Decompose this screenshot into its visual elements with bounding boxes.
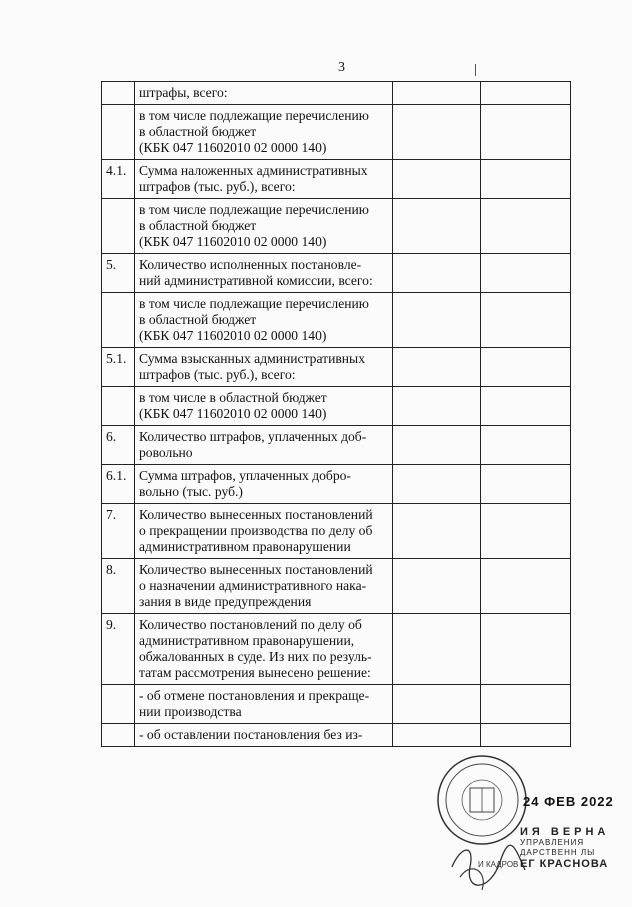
value-cell-2 [481, 160, 571, 199]
value-cell-1 [393, 614, 481, 685]
page-number: 3 [338, 60, 345, 75]
report-table [101, 81, 571, 747]
table-row [102, 254, 571, 293]
row-number [102, 82, 135, 105]
row-description: штрафы, всего: [135, 82, 393, 105]
row-description: Сумма наложенных административных штрафов (тыс. руб.), всего: [135, 160, 393, 199]
table-row [102, 293, 571, 348]
row-description: в том числе подлежащие перечислению в областной бюджет (КБК 047 11602010 02 0000 140) [135, 199, 393, 254]
row-number: 7. [102, 504, 135, 559]
table-row [102, 348, 571, 387]
row-description: Сумма взысканных административных штрафов (тыс. руб.), всего: [135, 348, 393, 387]
value-cell-1 [393, 426, 481, 465]
value-cell-1 [393, 559, 481, 614]
row-number: 9. [102, 614, 135, 685]
table-row [102, 160, 571, 199]
value-cell-2 [481, 293, 571, 348]
row-number: 6. [102, 426, 135, 465]
value-cell-1 [393, 82, 481, 105]
table-row [102, 559, 571, 614]
row-number: 6.1. [102, 465, 135, 504]
value-cell-2 [481, 254, 571, 293]
row-number [102, 293, 135, 348]
table-row [102, 685, 571, 724]
row-description: в том числе подлежащие перечислению в областной бюджет (КБК 047 11602010 02 0000 140) [135, 105, 393, 160]
value-cell-1 [393, 199, 481, 254]
value-cell-2 [481, 724, 571, 747]
row-description: Количество вынесенных постановлений о назначении административного нака- зания в виде предупреждения [135, 559, 393, 614]
table-row [102, 387, 571, 426]
cert-line-1: ИЯ ВЕРНА [520, 826, 610, 838]
row-number: 5.1. [102, 348, 135, 387]
value-cell-2 [481, 504, 571, 559]
cert-line-3: ДАРСТВЕНН ЛЫ [520, 848, 596, 857]
cert-prefix: И КАДРОВ [478, 860, 519, 869]
value-cell-1 [393, 160, 481, 199]
value-cell-2 [481, 387, 571, 426]
row-number: 4.1. [102, 160, 135, 199]
row-number: 5. [102, 254, 135, 293]
table-row [102, 426, 571, 465]
stamp-date: 24 ФЕВ 2022 [523, 794, 614, 809]
row-description: - об оставлении постановления без из- [135, 724, 393, 747]
row-description: Количество постановлений по делу об административном правонарушении, обжалованных в суде. Из них по резуль- татам рассмотрения вынесено решение: [135, 614, 393, 685]
cert-line-2: УПРАВЛЕНИЯ [520, 838, 585, 847]
row-number [102, 685, 135, 724]
row-description: в том числе в областной бюджет (КБК 047 11602010 02 0000 140) [135, 387, 393, 426]
value-cell-2 [481, 614, 571, 685]
value-cell-2 [481, 426, 571, 465]
row-number [102, 199, 135, 254]
value-cell-1 [393, 504, 481, 559]
value-cell-2 [481, 348, 571, 387]
value-cell-2 [481, 559, 571, 614]
row-number [102, 724, 135, 747]
value-cell-1 [393, 465, 481, 504]
edge-mark [475, 64, 476, 76]
value-cell-2 [481, 82, 571, 105]
value-cell-1 [393, 387, 481, 426]
row-number [102, 387, 135, 426]
row-description: Сумма штрафов, уплаченных добро- вольно (тыс. руб.) [135, 465, 393, 504]
row-description: - об отмене постановления и прекраще- нии производства [135, 685, 393, 724]
table-row [102, 724, 571, 747]
row-number: 8. [102, 559, 135, 614]
value-cell-2 [481, 465, 571, 504]
value-cell-1 [393, 724, 481, 747]
table-row [102, 82, 571, 105]
value-cell-1 [393, 293, 481, 348]
row-description: Количество штрафов, уплаченных доб- ровольно [135, 426, 393, 465]
cert-line-4: ЕГ КРАСНОВА [520, 858, 609, 870]
value-cell-1 [393, 105, 481, 160]
table-row [102, 105, 571, 160]
value-cell-2 [481, 685, 571, 724]
value-cell-2 [481, 199, 571, 254]
table-row [102, 199, 571, 254]
table-row [102, 465, 571, 504]
table-row [102, 614, 571, 685]
value-cell-1 [393, 685, 481, 724]
row-number [102, 105, 135, 160]
value-cell-1 [393, 348, 481, 387]
value-cell-1 [393, 254, 481, 293]
table-row [102, 504, 571, 559]
row-description: Количество исполненных постановле- ний административной комиссии, всего: [135, 254, 393, 293]
certification-stamp [520, 826, 632, 870]
row-description: Количество вынесенных постановлений о прекращении производства по делу об административном правонарушении [135, 504, 393, 559]
row-description: в том числе подлежащие перечислению в областной бюджет (КБК 047 11602010 02 0000 140) [135, 293, 393, 348]
value-cell-2 [481, 105, 571, 160]
